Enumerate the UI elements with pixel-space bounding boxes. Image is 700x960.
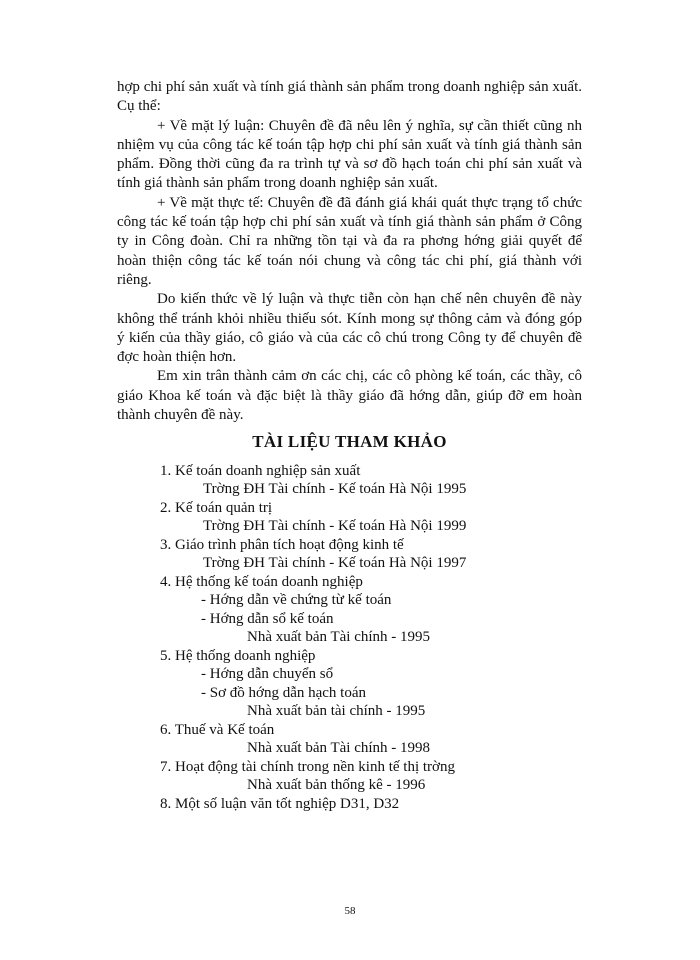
document-page (117, 78, 582, 813)
body-paragraph: Em xin trân thành cảm ơn các chị, các cô phòng kế toán, các thầy, cô giáo Khoa kế toán và đặc biệt là thầy giáo đã hớng dẫn, giúp đỡ em hoàn thành chuyên đề này. (117, 368, 582, 424)
reference-source-line: Trờng ĐH Tài chính - Kế toán Hà Nội 1995 (203, 481, 467, 498)
reference-sub-line: - Hớng dẫn chuyển sổ (201, 666, 334, 683)
reference-publisher-line: Nhà xuất bản tài chính - 1995 (247, 703, 426, 720)
reference-title-line: 3. Giáo trình phân tích hoạt động kinh tế (160, 536, 404, 553)
reference-title-line: 8. Một số luận văn tốt nghiệp D31, D32 (160, 795, 400, 812)
reference-title-line: 4. Hệ thống kế toán doanh nghiệp (160, 573, 363, 590)
reference-title-line: 2. Kế toán quản trị (160, 499, 273, 516)
reference-publisher-line: Nhà xuất bản Tài chính - 1995 (247, 629, 431, 646)
body-paragraph: Do kiến thức về lý luận và thực tiễn còn hạn chế nên chuyên đề này không thể tránh khỏi nhiều thiếu sót. Kính mong sự thông cảm và đóng góp ý kiến của thầy giáo, cô giáo và của các cô chú trong Công ty để chuyên đề đợc hoàn thiện hơn. (117, 291, 582, 366)
references-heading: TÀI LIỆU THAM KHẢO (252, 432, 447, 452)
reference-sub-line: - Sơ đồ hớng dẫn hạch toán (201, 684, 366, 701)
reference-sub-line: - Hớng dẫn về chứng từ kế toán (201, 592, 392, 609)
reference-title-line: 1. Kế toán doanh nghiệp sản xuất (160, 462, 361, 479)
body-paragraph: hợp chi phí sản xuất và tính giá thành sản phẩm trong doanh nghiệp sản xuất. Cụ thể: (117, 79, 582, 115)
reference-source-line: Trờng ĐH Tài chính - Kế toán Hà Nội 1999 (203, 518, 467, 535)
reference-title-line: 7. Hoạt động tài chính trong nền kinh tế thị trờng (160, 758, 455, 775)
reference-source-line: Trờng ĐH Tài chính - Kế toán Hà Nội 1997 (203, 555, 467, 572)
reference-publisher-line: Nhà xuất bản Tài chính - 1998 (247, 740, 431, 757)
reference-title-line: 5. Hệ thống doanh nghiệp (160, 647, 316, 664)
references-list (117, 462, 582, 814)
reference-title-line: 6. Thuế và Kế toán (160, 721, 275, 738)
body-paragraph: + Về mặt lý luận: Chuyên đề đã nêu lên ý nghĩa, sự cần thiết cũng nh nhiệm vụ của công tác kế toán tập hợp chi phí sản xuất và tính giá thành sản phẩm. Đồng thời cũng đa ra trình tự và sơ đồ hạch toán chi phí sản xuất và tính giá thành sản phẩm trong doanh nghiệp sản xuất. (117, 117, 582, 192)
reference-sub-line: - Hớng dẫn sổ kế toán (201, 610, 334, 627)
reference-publisher-line: Nhà xuất bản thống kê - 1996 (247, 777, 426, 794)
body-paragraph: + Về mặt thực tế: Chuyên đề đã đánh giá khái quát thực trạng tổ chức công tác kế toán tập hợp chi phí sản xuất và tính giá thành sản phẩm ở Công ty in Công đoàn. Chỉ ra những tồn tại và đa ra phơng hớng giải quyết để hoàn thiện công tác kế toán nói chung và công tác chi phí, giá thành với riêng. (117, 194, 582, 288)
page-number: 58 (344, 905, 356, 917)
